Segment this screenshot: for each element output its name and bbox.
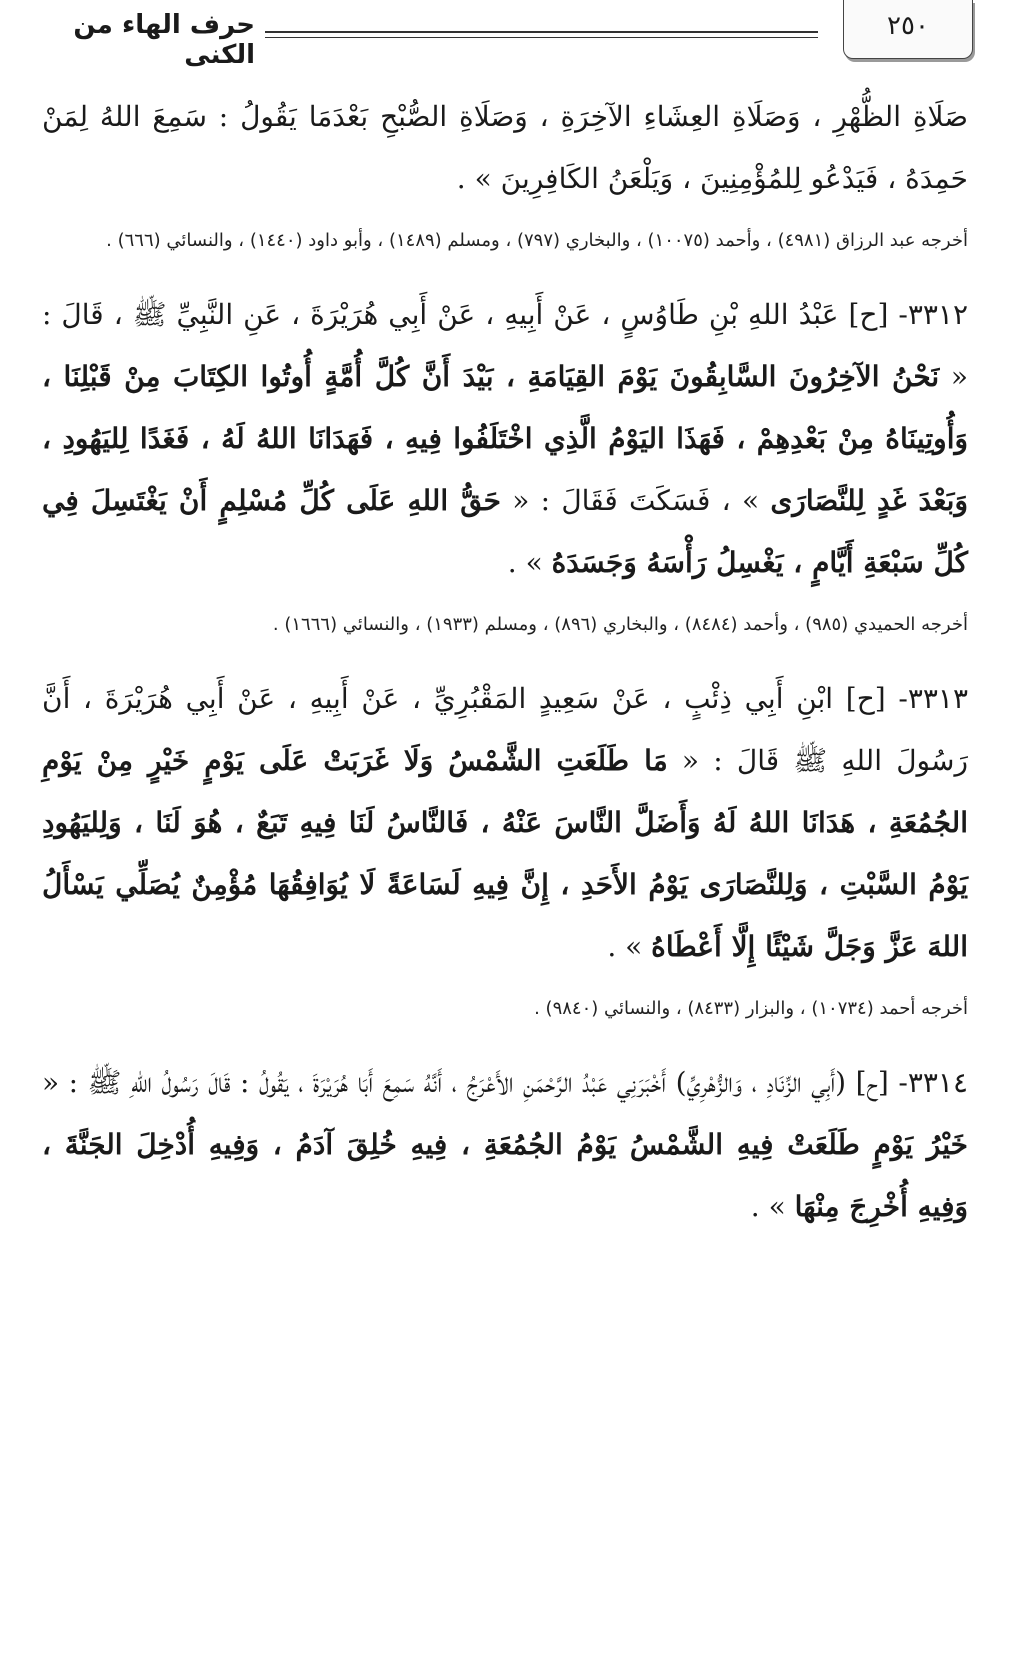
header-rule bbox=[265, 31, 818, 33]
hadith-text: » ، فَسَكَتَ فَقَالَ : « bbox=[500, 484, 771, 517]
takhrij-note: أخرجه الحميدي (٩٨٥) ، وأحمد (٨٤٨٤) ، والبخاري (٨٩٦) ، ومسلم (١٩٣٣) ، والنسائي (١٦٦٦) . bbox=[272, 614, 968, 635]
hadith-matn: مَا طَلَعَتِ الشَّمْسُ وَلَا غَرَبَتْ عَلَى يَوْمٍ خَيْرٍ مِنْ يَوْمِ الجُمُعَةِ ، هَدَانَا اللهُ لَهُ وَأَضَلَّ النَّاسَ عَنْهُ ، فَالنَّاسُ لَنَا فِيهِ تَبَعٌ ، هُوَ لَنَا ، وَلِليَهُودِ يَوْمُ السَّبْتِ ، وَلِلنَّصَارَى يَوْمُ الأَحَدِ ، إِنَّ فِيهِ لَسَاعَةً لَا يُوَافِقُهَا مُؤْمِنٌ يُصَلِّي يَسْأَلُ اللهَ عَزَّ وَجَلَّ شَيْئًا إِلَّا أَعْطَاهُ bbox=[42, 744, 968, 963]
hadith-paragraph bbox=[42, 668, 968, 978]
chapter-title: حرف الهاء من الكنى bbox=[73, 10, 255, 70]
hadith-matn: نَحْنُ الآخِرُونَ السَّابِقُونَ يَوْمَ القِيَامَةِ ، بَيْدَ أَنَّ كُلَّ أُمَّةٍ أُوتُوا الكِتَابَ مِنْ قَبْلِنَا ، وَأُوتِينَاهُ مِنْ بَعْدِهِمْ ، فَهَذَا اليَوْمُ الَّذِي اخْتَلَفُوا فِيهِ ، فَهَدَانَا اللهُ لَهُ ، فَغَدًا لِليَهُودِ ، وَبَعْدَ غَدٍ لِلنَّصَارَى bbox=[42, 360, 968, 517]
hadith-text: ٣٣١٤- [ح] (أَبِي الزِّنَادِ ، وَالزُّهْرِيِّ) أَخْبَرَنِي عَبْدُ الرَّحْمَنِ الأَعْرَجُ ، أَنَّهُ سَمِعَ أَبَا هُرَيْرَةَ ، يَقُولُ : قَالَ رَسُولُ اللهِ ﷺ : « bbox=[42, 1066, 968, 1099]
hadith-text: صَلَاةِ الظُّهْرِ ، وَصَلَاةِ العِشَاءِ الآخِرَةِ ، وَصَلَاةِ الصُّبْحِ بَعْدَمَا يَقُولُ : سَمِعَ اللهُ لِمَنْ حَمِدَهُ ، فَيَدْعُو لِلمُؤْمِنِينَ ، وَيَلْعَنُ الكَافِرِينَ » . bbox=[42, 100, 968, 195]
hadith-text: ٣٣١٣- [ح] ابْنِ أَبِي ذِئْبٍ ، عَنْ سَعِيدٍ المَقْبُرِيِّ ، عَنْ أَبِيهِ ، عَنْ أَبِي هُرَيْرَةَ ، أَنَّ رَسُولَ اللهِ ﷺ قَالَ : « bbox=[42, 682, 968, 777]
header-rule-thin bbox=[265, 37, 818, 38]
page-header bbox=[0, 0, 1010, 70]
takhrij-note: أخرجه أحمد (١٠٧٣٤) ، والبزار (٨٤٣٣) ، والنسائي (٩٨٤٠) . bbox=[534, 998, 968, 1019]
hadith-text: » . bbox=[750, 1190, 795, 1223]
hadith-text: » . bbox=[607, 930, 652, 963]
takhrij-note: أخرجه عبد الرزاق (٤٩٨١) ، وأحمد (١٠٠٧٥) ، والبخاري (٧٩٧) ، ومسلم (١٤٨٩) ، وأبو داود (١٤٤٠) ، والنسائي (٦٦٦) . bbox=[106, 230, 968, 251]
hadith-matn: خَيْرُ يَوْمٍ طَلَعَتْ فِيهِ الشَّمْسُ يَوْمُ الجُمُعَةِ ، فِيهِ خُلِقَ آدَمُ ، وَفِيهِ أُدْخِلَ الجَنَّةَ ، وَفِيهِ أُخْرِجَ مِنْهَا bbox=[42, 1128, 968, 1223]
page-number: ٢٥٠ bbox=[843, 0, 973, 59]
hadith-paragraph bbox=[42, 86, 968, 210]
hadith-matn: حَقُّ اللهِ عَلَى كُلِّ مُسْلِمٍ أَنْ يَغْتَسِلَ فِي كُلِّ سَبْعَةِ أَيَّامٍ ، يَغْسِلُ رَأْسَهُ وَجَسَدَهُ bbox=[42, 484, 968, 579]
hadith-text: » . bbox=[507, 546, 552, 579]
hadith-text: ٣٣١٢- [ح] عَبْدُ اللهِ بْنِ طَاوُسٍ ، عَنْ أَبِيهِ ، عَنْ أَبِي هُرَيْرَةَ ، عَنِ النَّبِيِّ ﷺ ، قَالَ : « bbox=[42, 298, 969, 393]
hadith-paragraph bbox=[42, 1052, 968, 1238]
hadith-paragraph bbox=[42, 284, 968, 594]
page-body bbox=[42, 86, 968, 1238]
